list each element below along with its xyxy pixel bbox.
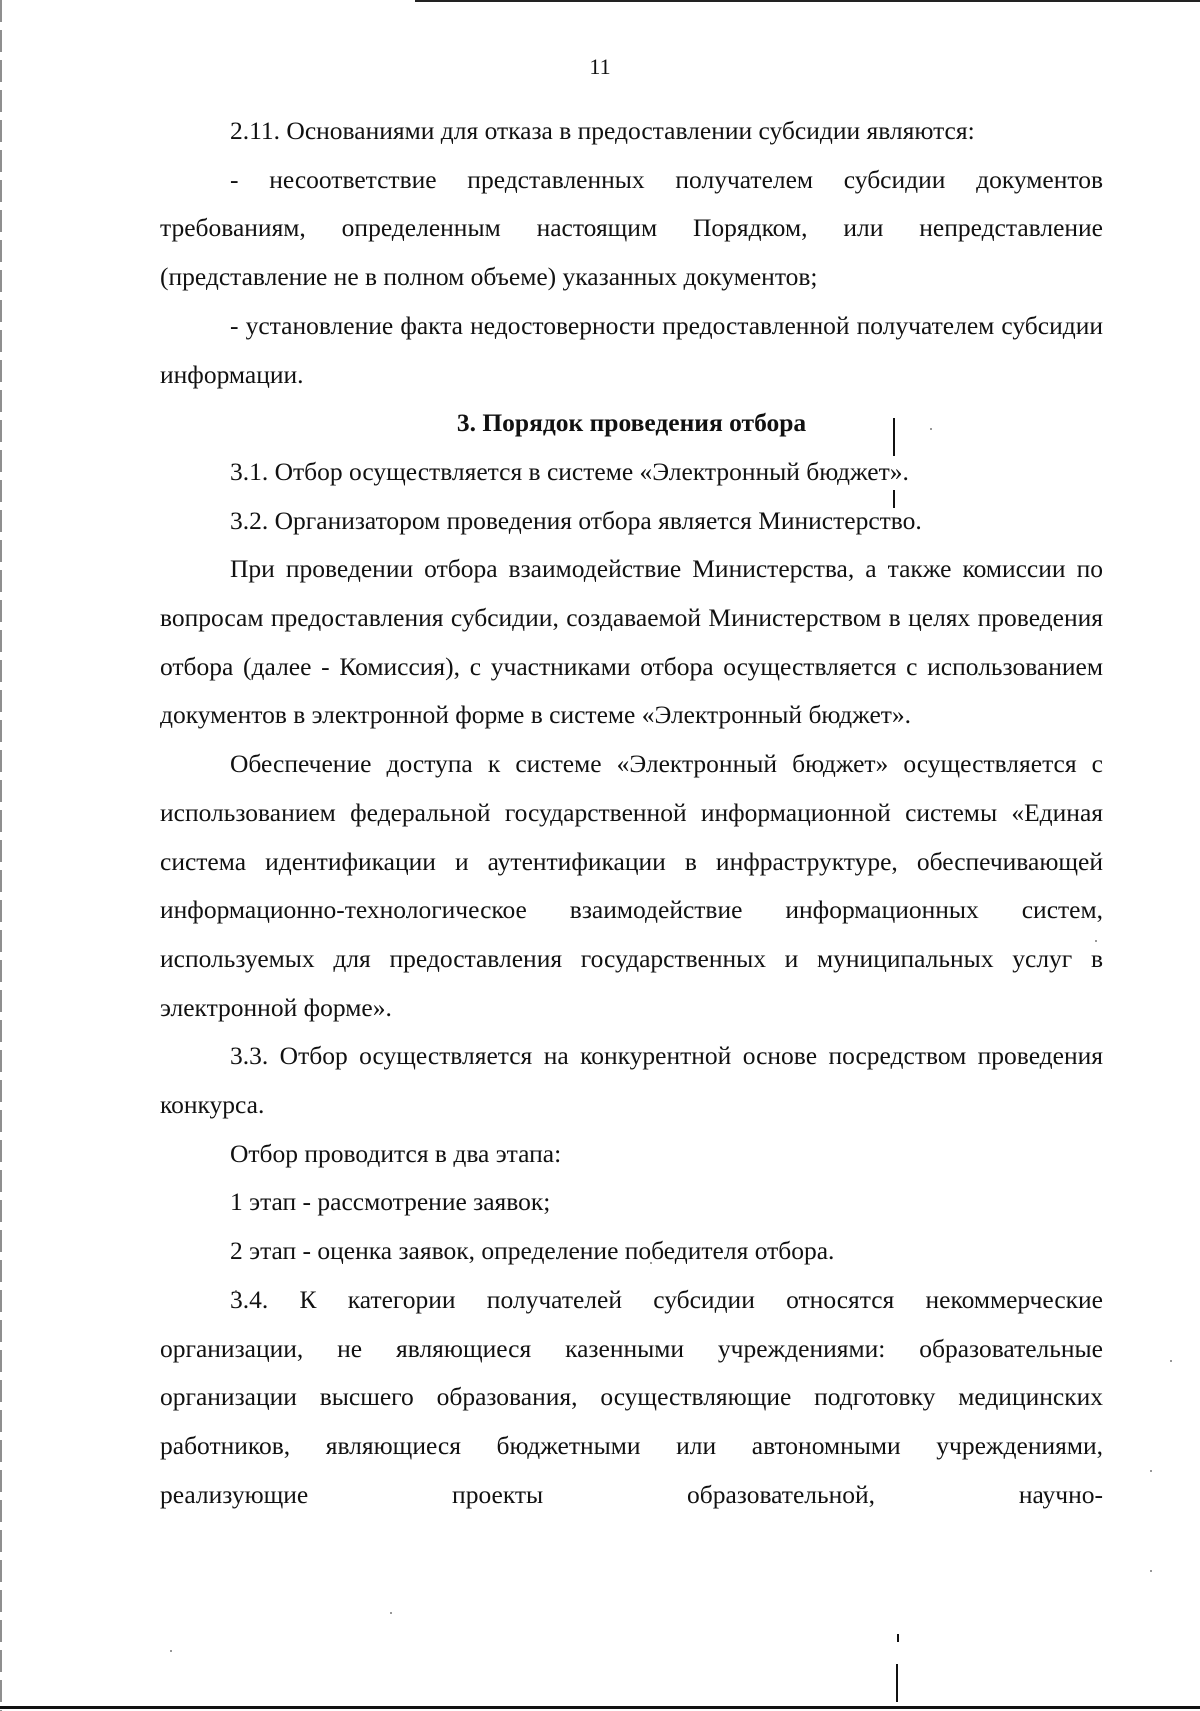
scan-speck <box>390 1612 392 1614</box>
section-heading: 3. Порядок проведения отбора <box>456 408 807 438</box>
scan-mark <box>896 1664 898 1702</box>
page-number: 11 <box>589 54 611 79</box>
clause-3-1: 3.1. Отбор осуществляется в системе «Электронный бюджет». <box>230 456 909 486</box>
refusal-ground-1: - несоответствие представленных получателем субсидии документов требованиям, определенным настоящим Порядком, или непредставление (представление не в полном объеме) указанных документов; <box>160 164 1103 292</box>
clause-3-2: 3.2. Организатором проведения отбора является Министерство. <box>230 505 922 535</box>
refusal-ground-2: - установление факта недостоверности предоставленной получателем субсидии информации. <box>160 310 1103 389</box>
scan-speck <box>1170 1360 1172 1362</box>
scan-mark <box>897 1634 899 1642</box>
stages-intro: Отбор проводится в два этапа: <box>230 1138 562 1168</box>
stage-2: 2 этап - оценка заявок, определение победителя отбора. <box>230 1236 835 1266</box>
scan-speck <box>1150 1570 1152 1572</box>
clause-3-4: 3.4. К категории получателей субсидии относятся некоммерческие организации, не являющиеся казенными учреждениями: образовательные организации высшего образования, осуществляющие подготовку медицинских работников, являющиеся бюджетными или автономными учреждениями, реализующие проекты образовательной, научно- <box>160 1284 1103 1509</box>
interaction-paragraph: При проведении отбора взаимодействие Министерства, а также комиссии по вопросам предоставления субсидии, создаваемой Министерством в целях проведения отбора (далее - Комиссия), с участниками отбора осуществляется с использованием документов в электронной форме в системе «Электронный бюджет». <box>160 554 1103 730</box>
access-paragraph: Обеспечение доступа к системе «Электронный бюджет» осуществляется с использованием федеральной государственной информационной системы «Единая система идентификации и аутентификации в инфраструктуре, обеспечивающей информационно-технологическое взаимодействие информационных систем, используемых для предоставления государственных и муниципальных услуг в электронной форме». <box>160 749 1103 1022</box>
scan-speck <box>1150 1470 1152 1472</box>
scan-speck <box>170 1650 172 1652</box>
document-body <box>160 107 1103 1519</box>
clause-2-11: 2.11. Основаниями для отказа в предоставлении субсидии являются: <box>230 116 975 145</box>
stage-1: 1 этап - рассмотрение заявок; <box>230 1187 551 1217</box>
scan-top-border <box>415 0 1200 2</box>
scan-bottom-border <box>0 1706 1200 1709</box>
clause-3-3: 3.3. Отбор осуществляется на конкурентной основе посредством проведения конкурса. <box>160 1041 1103 1120</box>
scan-left-edge <box>0 0 2 1711</box>
